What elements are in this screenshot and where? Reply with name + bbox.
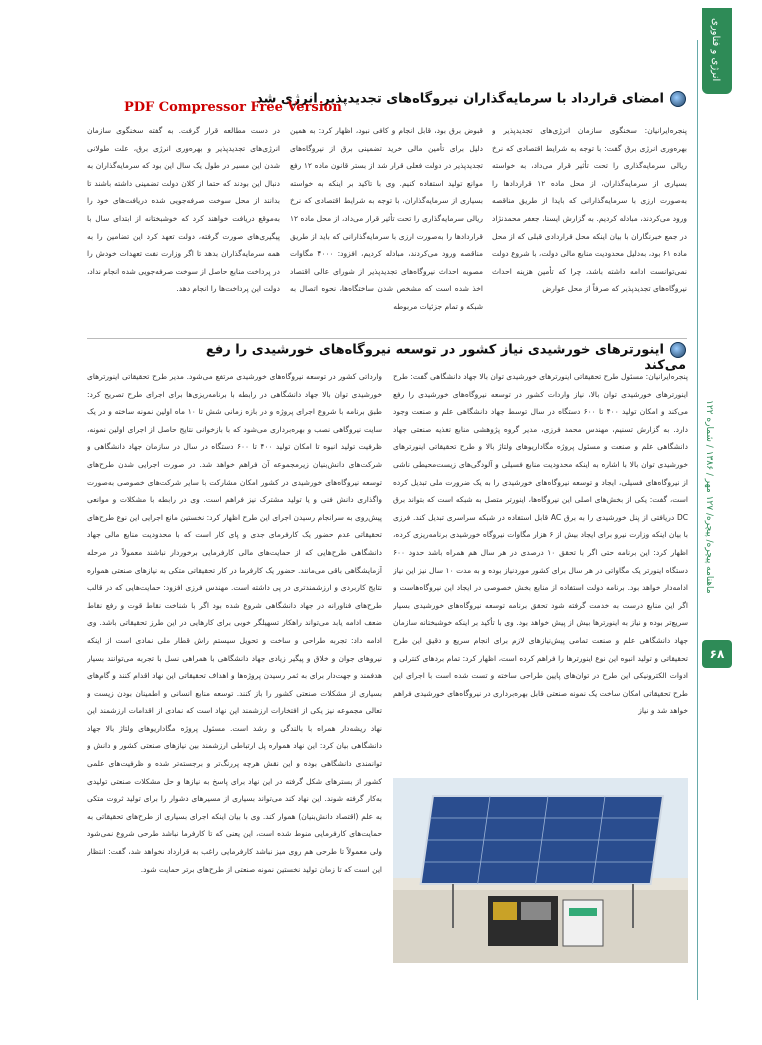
article2-column-right: پنجره‌ایرانیان: مسئول طرح تحقیقاتی اینورترهای خورشیدی توان بالا جهاد دانشگاهی گفت: طرح اینورترهای خورشیدی توان بالا، نیاز واردات کشور در توسعه نیروگاه‌های خورشیدی را رفع می‌کند و امکان تولید ۴۰۰ تا ۶۰۰ دستگاه در سال توسط جهاد دانشگاهی علم و صنعت وجود دارد. به گزارش تسنیم، مهندس محمد فرزی، مدیر گروه پژوهشی منابع تغذیه صنعتی جهاد دانشگاهی علم و صنعت و مسئول پروژه مگاداریوهای ولتاژ بالا و طرح تحقیقاتی اینورترهای خورشیدی توان بالا با اشاره به اینکه محدودیت منابع فسیلی و آلودگی‌های زیست‌محیطی ناشی از نیروگاه‌های فسیلی، ایجاد و توسعه نیروگاه‌های خورشیدی را به یک ضرورت ملی تبدیل کرده است، گفت: یکی از بخش‌های اصلی این نیروگاه‌ها، اینورتر متصل به شبکه است که بتواند برق DC دریافتی از پنل خورشیدی را به برق AC قابل استفاده در شبکه سراسری تبدیل کند. فرزی با بیان اینکه وزارت نیرو برای ایجاد بیش از ۶ هزار مگاوات نیروگاه خورشیدی برنامه‌ریزی کرده، اظهار کرد: این برنامه حتی اگر با تحقق ۱۰ درصدی در هر سال هم همراه باشد حدود ۶۰۰ دستگاه اینورتر یک مگاواتی در هر سال برای کشور موردنیاز بوده و به مدت ۱۰ سال نیز این نیاز ادامه‌دار خواهد بود. برنامه دولت استفاده از منابع بخش خصوصی در ایجاد این نیروگاه‌هاست و اگر این منابع درست به خدمت گرفته شود تحقق برنامه توسعه نیروگاه‌های خورشیدی بسیار سریع‌تر بوده و نیاز به اینورترها بیش از پیش خواهد بود. وی با تأکید بر اینکه خوشبختانه سازمان جهاد دانشگاهی علم و صنعت تمامی پیش‌نیازهای لازم برای انجام سریع و دقیق این طرح تحقیقاتی و تولید انبوه این نوع اینورترها را فراهم کرده است، اظهار کرد: تمام بردهای کنترلی و ادوات الکترونیکی این طرح در توان‌های پایین طراحی ساخته و تست شده است با اجرای این طرح تحقیقاتی امکان ساخت یک نمونه صنعتی قابل بهره‌برداری در نیروگاه‌های خورشیدی فراهم خواهد شد و نیاز (393, 372, 688, 716)
globe-bullet-icon (670, 342, 686, 358)
article2-column-left: وارداتی کشور در توسعه نیروگاه‌های خورشیدی مرتفع می‌شود. مدیر طرح تحقیقاتی اینورترهای خورشیدی توان بالا جهاد دانشگاهی در رابطه با برنامه‌ریزی‌ها برای اجرای طرح تصریح کرد: طبق برنامه با شروع اجرای پروژه و در بازه زمانی شش تا ۱۰ ماه اولین نمونه ساخته و در یک سایت نیروگاهی نصب و بهره‌برداری می‌شود که با بازخوانی نتایج حاصل از اجرای اولین نمونه، ظرفیت تولید انبوه تا امکان تولید ۴۰۰ تا ۶۰۰ دستگاه در سال در سازمان جهاد دانشگاهی و شرکت‌های دانش‌بنیان زیرمجموعه آن فراهم خواهد شد. در صورت اجرایی شدن طرح‌های توسعه نیروگاه‌های خورشیدی در کشور امکان مشارکت با سایر شرکت‌های خصوصی به‌صورت واگذاری دانش فنی و یا تولید مشترک نیز فراهم است. وی در رابطه با مشکلات و موانعی پیش‌روی به سرانجام رسیدن اجرای این طرح اظهار کرد: نخستین مانع اجرایی این نوع طرح‌های تحقیقاتی عدم حضور یک کارفرمای جدی و پای کار است که با محدودیت منابع مالی جهاد دانشگاهی طرح‌هایی که از حمایت‌های مالی کارفرمایی برخوردار نباشند معمولاً در مرحله آزمایشگاهی باقی می‌مانند. حضور یک کارفرما در کار تحقیقاتی متکی به نیازهای صنعتی همواره نتایج کاربردی و ارزشمندتری در پی داشته است. مهندس فرزی افزود: حمایت‌هایی که در قالب طرح‌های فناورانه در جهاد دانشگاهی شروع شده بود اگر با شناخت نقاط قوت و رفع نقاط ضعف ادامه یابد می‌تواند راهکار تسهیلگر خوبی برای کارهایی در این طرز تحقیقاتی باشد. وی ادامه داد: تجربه طراحی و ساخت و تحویل سیستم راش قطار ملی نمادی است از اینکه نیروهای جوان و خلاق و پیگیر زیادی جهاد دانشگاهی با همراهی نسل با تجربه می‌توانند بسیار هدفمند و جهت‌دار برای به ثمر رسیدن پروژه‌ها و اهداف تحقیقاتی این نهاد اقدام کنند و گام‌های بسیاری از مشکلات صنعتی کشور را باز کنند. توسعه منابع انسانی و اطمینان بودن زیست و تعالی مجموعه نیز یکی از افتخارات ارزشمند این نهاد است که نمادی از اقدامات ارزشمند این نهاد ریشه‌دار همراه با بالندگی و رشد است. مسئول پروژه مگاداریوهای ولتاژ بالا جهاد دانشگاهی بیان کرد: این نهاد همواره پل ارتباطی ارزشمند بین نیازهای صنعتی کشور و دانش و توانمندی دانشگاهی بوده و این نقش هرچه پررنگ‌تر و برجسته‌تر شده و ظرفیت‌های علمی کشور از بستر‌های شکل گرفته در این نهاد برای پاسخ به نیازها و حل مشکلات صنعتی تولیدی به‌کار گرفته شوند. این نهاد کند می‌تواند بسیاری از مسیرهای دشوار را برای تولید ثروت متکی به علم (اقتصاد دانش‌بنیان) هموار کند. وی با بیان اینکه اجرای بسیاری از طرح‌های تحقیقاتی به حمایت‌های کارفرمایی منوط شده است، این یعنی که تا کارفرما نباشد طرحی شروع نمی‌شود ولی معمولاً تا طرحی هم روی میز نباشد کارفرمایی راغب به قرارداد نخواهد شد، گفت: انتظار این است که تا زمان تولید نخستین نمونه صنعتی از طرح‌های برتر حمایت شود. (87, 372, 382, 874)
article2-title: اینورترهای خورشیدی نیاز کشور در توسعه نیروگاه‌های خورشیدی را رفع می‌کند (205, 342, 686, 373)
globe-bullet-icon (670, 91, 686, 107)
issue-strip (704, 400, 718, 650)
section-divider (87, 338, 687, 339)
page-number: ۶۸ (702, 640, 732, 668)
margin-line (697, 40, 698, 1000)
section-tab (702, 8, 732, 94)
article1-column-left: در دست مطالعه قرار گرفت. به گفته سخنگوی سازمان انرژی‌های تجدیدپذیر و بهره‌وری انرژی برق، علت طولانی شدن این مسیر در طول یک سال این بود که سرمایه‌گذاران به دنبال این بودند که حتما از کلان دولت تضمینی داشته باشند تا بدانند از محل سوخت صرفه‌جویی شده دریافت‌های خود را به‌موقع دریافت خواهند کرد که خوشبختانه از ابتدای سال با پیگیری‌های صورت گرفته، دولت تعهد کرد این تضامین را به همه سرمایه‌گذاران بدهد تا اگر وزارت نفت تعهدات خودش را در پرداخت منابع حاصل از سوخت صرفه‌جویی شده انجام نداد، دولت این پرداخت‌ها را انجام دهد. (87, 126, 280, 294)
article1-column-middle: قبوض برق بود، قابل انجام و کافی نبود، اظهار کرد: به همین دلیل برای تأمین مالی خرید تضمینی برق از نیروگاه‌های تجدیدپذیر در دولت فعلی قرار شد از بستر قانون ماده ۱۲ رفع موانع تولید استفاده کنیم. وی با تاکید بر اینکه به خواسته بسیاری از سرمایه‌گذاران، با توجه به شرایط اقتصادی که نرخ ریالی سرمایه‌گذاری را تحت تأثیر قرار می‌داد، از محل ماده ۱۲ قراردادها را به‌صورت ارزی با سرمایه‌گذارانی که باید از طریق مناقصه ورود می‌کردند، مبادله کردیم، افزود: ۴۰۰۰ مگاوات مصوبه احداث نیروگاه‌های تجدیدپذیر از شورای عالی اقتصاد اخذ شده است که مشخص شدن ساختگاه‌ها، نحوه اتصال به شبکه و تمام جزئیات مربوطه (290, 126, 483, 311)
solar-panel-photo (393, 778, 688, 963)
watermark: PDF Compressor Free Version (124, 100, 342, 115)
article1-column-right: پنجره‌ایرانیان: سخنگوی سازمان انرژی‌های تجدیدپذیر و بهره‌وری انرژی برق گفت: با توجه به شرایط اقتصادی که نرخ ریالی سرمایه‌گذاری را تحت تأثیر قرار می‌داد، به خواسته بسیاری از سرمایه‌گذاران، از محل ماده ۱۲ قراردادها را به‌صورت ارزی با سرمایه‌گذارانی که بایدا از طریق مناقصه ورود می‌کردند، مبادله کردیم. به گزارش ایسنا، جعفر محمدنژاد در جمع خبرنگاران با بیان اینکه محل قراردادی قبلی که از محل ماده ۶۱ بود، به‌دلیل محدودیت منابع مالی دولت، با شروع دولت نمی‌توانست ادامه داشته باشد، چرا که تأمین هزینه احداث نیروگاه‌های تجدیدپذیر که صرفاً از محل عوارض (492, 126, 687, 294)
section-label: انرژی و فناوری (710, 18, 721, 82)
article1-title: امضای قرارداد با سرمایه‌گذاران نیروگاه‌های تجدیدپذیر انرژی شد (256, 91, 664, 107)
side-tab (702, 0, 732, 1045)
issue-label: ماهنامه پیچره/ پیچره/ ۱۲۷ مهر / ۱۳۸۶ / شماره ۱۲۲ (704, 400, 714, 594)
solar-panel-illustration (393, 778, 688, 963)
